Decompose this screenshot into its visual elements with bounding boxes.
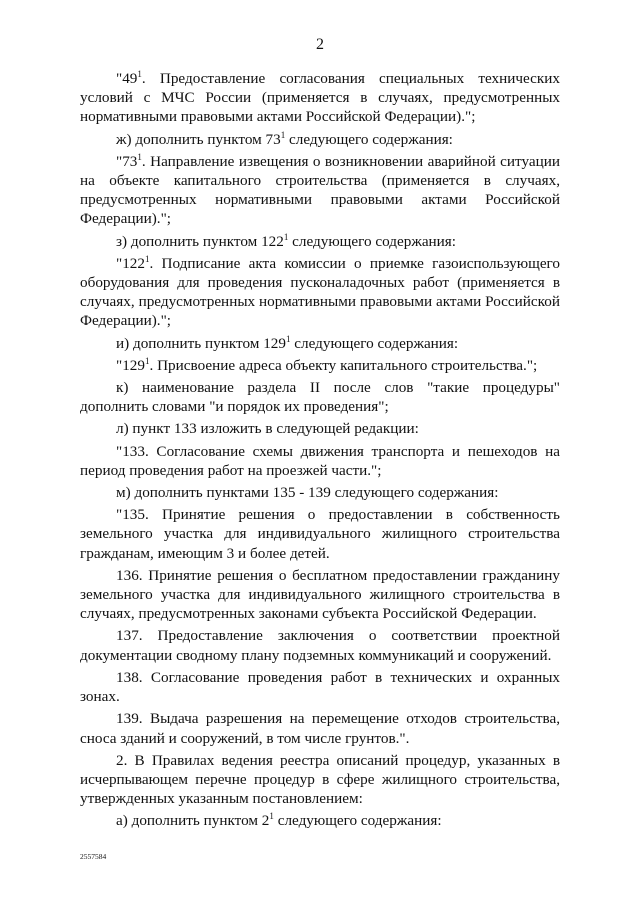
paragraph-135: "135. Принятие решения о предоставлении в собственность земельного участка для индивидуального жилищного строительства гражданам, имеющим 3 и более детей. xyxy=(80,506,560,562)
paragraph-129-1: "$129^1$. Присвоение адреса объекту капитального строительства."; xyxy=(116,355,538,374)
paragraph-zh: ж) дополнить пунктом $73^1$ следующего содержания: xyxy=(116,129,453,148)
paragraph-i: и) дополнить пунктом $129^1$ следующего содержания: xyxy=(116,333,459,352)
paragraph-136: 136. Принятие решения о бесплатном предоставлении гражданину земельного участка для индивидуального жилищного строительства в случаях, предусмотренных законами субъекта Российской Федерации. xyxy=(80,566,560,623)
paragraph-m: м) дополнить пунктами 135 - 139 следующего содержания: xyxy=(116,484,499,502)
paragraph-73-1: "$73^1$. Направление извещения о возникновении аварийной ситуации на объекте капитального строительства (применяется в случаях, предусмотренных нормативными правовыми актами Российской Федерации)."; xyxy=(80,151,560,228)
paragraph-z: з) дополнить пунктом $122^1$ следующего содержания: xyxy=(116,231,457,250)
document-body xyxy=(80,69,560,834)
paragraph-138: 138. Согласование проведения работ в технических и охранных зонах. xyxy=(80,668,560,706)
paragraph-k: к) наименование раздела II после слов "такие процедуры" дополнить словами "и порядок их проведения"; xyxy=(80,379,560,416)
paragraph-133: "133. Согласование схемы движения транспорта и пешеходов на период проведения работ на проезжей части."; xyxy=(80,442,560,479)
document-id: 2557584 xyxy=(80,852,107,861)
paragraph-137: 137. Предоставление заключения о соответствии проектной документации сводному плану подземных коммуникаций и сооружений. xyxy=(80,627,560,664)
paragraph-139: 139. Выдача разрешения на перемещение отходов строительства, сноса зданий и сооружений, в том числе грунтов.". xyxy=(80,710,560,747)
paragraph-2: 2. В Правилах ведения реестра описаний процедур, указанных в исчерпывающем перечне процедур в сфере жилищного строительства, утвержденных указанным постановлением: xyxy=(80,751,560,808)
paragraph-a: а) дополнить пунктом $2^1$ следующего содержания: xyxy=(116,811,442,830)
paragraph-49-1: "$49^1$. Предоставление согласования специальных технических условий с МЧС России (применяется в случаях, предусмотренных нормативными правовыми актами Российской Федерации)."; xyxy=(80,69,560,126)
paragraph-122-1: "$122^1$. Подписание акта комиссии о приемке газоиспользующего оборудования для проведения пусконаладочных работ (применяется в случаях, предусмотренных нормативными правовыми актами Российской Федерации)."; xyxy=(80,253,560,330)
paragraph-l: л) пункт 133 изложить в следующей редакции: xyxy=(116,420,419,438)
page-number: 2 xyxy=(316,36,324,53)
